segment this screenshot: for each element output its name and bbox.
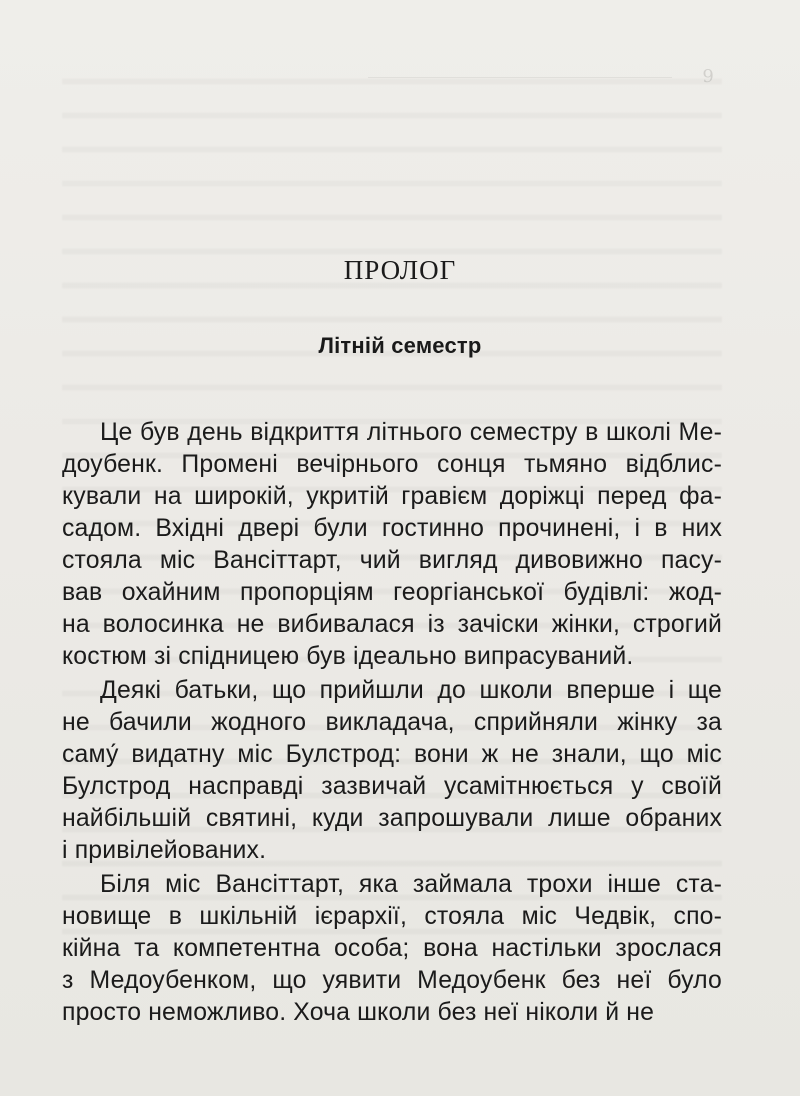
running-header-rule — [368, 77, 672, 78]
paragraph-3 — [62, 869, 722, 1029]
paragraph-line: не бачили жодного викладача, сприйняли жінку за — [62, 709, 722, 736]
paragraph-line: саму́ видатну міс Булстрод: вони ж не знали, що міс — [62, 741, 722, 768]
paragraph-line: Деякі батьки, що прийшли до школи вперше і ще — [100, 677, 722, 704]
paragraph-line: стояла міс Вансіттарт, чий вигляд дивовижно пасу- — [62, 547, 722, 574]
body-text — [62, 417, 722, 1031]
paragraph-line: новище в шкільній ієрархії, стояла міс Чедвік, спо- — [62, 903, 722, 930]
paragraph-line: костюм зі спідницею був ідеально випрасуваний. — [62, 643, 634, 670]
paragraph-line: з Медоубенком, що уявити Медоубенк без неї було — [62, 967, 722, 994]
paragraph-line: Це був день відкриття літнього семестру в школі Ме- — [100, 419, 722, 446]
paragraph-1 — [62, 417, 722, 673]
paragraph-line: на волосинка не вибивалася із зачіски жінки, строгий — [62, 611, 722, 638]
page-number: 9 — [702, 66, 714, 87]
paragraph-line: і привілейованих. — [62, 837, 267, 864]
paragraph-line: садом. Вхідні двері були гостинно прочинені, і в них — [62, 515, 722, 542]
chapter-title: ПРОЛОГ — [343, 255, 457, 285]
paragraph-line: просто неможливо. Хоча школи без неї ніколи й не — [62, 999, 655, 1026]
paragraph-line: доубенк. Промені вечірнього сонця тьмяно відблис- — [62, 451, 722, 478]
paragraph-line: Біля міс Вансіттарт, яка займала трохи інше ста- — [100, 871, 722, 898]
paragraph-line: найбільшій святині, куди запрошували лише обраних — [62, 805, 722, 832]
paragraph-line: кували на широкій, укритій гравієм доріжці перед фа- — [62, 483, 722, 510]
paragraph-2 — [62, 675, 722, 867]
paragraph-line: Булстрод насправді зазвичай усамітнюється у своїй — [62, 773, 722, 800]
paragraph-line: вав охайним пропорціям георгіанської будівлі: жод- — [62, 579, 722, 606]
paragraph-line: кійна та компетентна особа; вона настільки зрослася — [62, 935, 722, 962]
chapter-subtitle: Літній семестр — [318, 333, 482, 358]
